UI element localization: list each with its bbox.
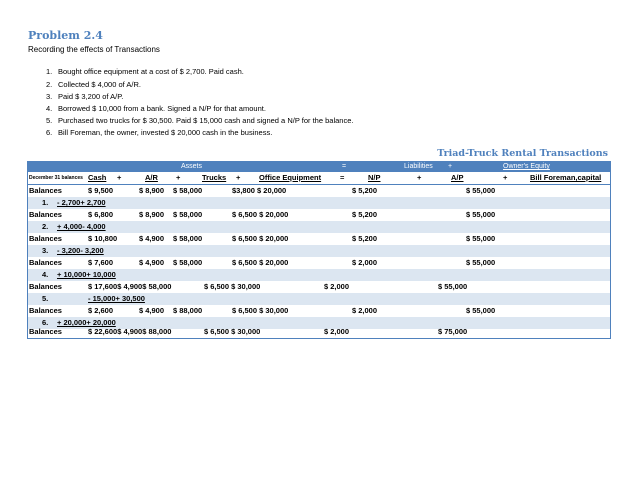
notes-payable-column-header: N/P — [368, 173, 381, 182]
transaction-entry: + 20,000+ 20,000 — [57, 318, 116, 327]
cash-ar-trucks-value: $ 22,600$ 4,900$ 88,000 — [88, 327, 172, 336]
transaction-item — [46, 67, 244, 76]
balance-row — [28, 326, 610, 338]
cash-value: $ 6,800 — [88, 210, 114, 219]
row-label: Balances — [29, 186, 62, 195]
transaction-item — [46, 104, 266, 113]
cash-column-header: Cash — [88, 173, 107, 182]
notes-payable-value: $ 5,200 — [352, 210, 378, 219]
cash-value: $ 10,800 — [88, 234, 118, 243]
notes-payable-value: $ 2,000 — [324, 282, 350, 291]
transaction-row — [28, 269, 610, 281]
row-label: 3. — [42, 246, 49, 255]
row-label: Balances — [29, 210, 62, 219]
capital-column-header: Bill Foreman,capital — [530, 173, 602, 182]
balance-row — [28, 185, 610, 197]
transaction-item — [46, 128, 272, 137]
plus-symbol: + — [176, 173, 181, 182]
trucks-value: $ 88,000 — [173, 306, 203, 315]
accounts-payable-value: $ 75,000 — [438, 327, 468, 336]
transaction-number: 1. — [46, 67, 53, 76]
notes-payable-value: $ 5,200 — [352, 234, 378, 243]
trucks-column-header: Trucks — [202, 173, 227, 182]
transaction-row — [28, 293, 610, 305]
accounts-payable-value: $ 55,000 — [438, 282, 468, 291]
transaction-entry: - 2,700+ 2,700 — [57, 198, 106, 207]
transaction-text: Bought office equipment at a cost of $ 2,700. Paid cash. — [58, 67, 244, 76]
accounts-payable-column-header: A/P — [451, 173, 464, 182]
transaction-ledger — [27, 161, 611, 339]
transaction-entry: - 3,200- 3,200 — [57, 246, 104, 255]
balance-row — [28, 233, 610, 245]
cash-value: $ 9,500 — [88, 186, 114, 195]
row-label: 6. — [42, 318, 49, 327]
transaction-entry: - 15,000+ 30,500 — [88, 294, 145, 303]
transaction-entry: + 10,000+ 10,000 — [57, 270, 116, 279]
balance-row — [28, 209, 610, 221]
accounts-payable-value: $ 55,000 — [466, 258, 496, 267]
row-label: 1. — [42, 198, 49, 207]
plus-header: + — [448, 163, 453, 170]
office-equipment-value: $ 6,500 $ 30,000 — [204, 327, 261, 336]
office-equipment-value: $ 6,500 $ 20,000 — [232, 210, 289, 219]
trucks-value: $ 58,000 — [173, 186, 203, 195]
liabilities-header: Liabilities — [404, 163, 433, 170]
notes-payable-value: $ 5,200 — [352, 186, 378, 195]
transaction-row — [28, 245, 610, 257]
plus-symbol: + — [503, 173, 508, 182]
assets-header: Assets — [181, 163, 203, 170]
company-title: Triad-Truck Rental Transactions — [437, 148, 608, 159]
office-equipment-column-header: Office Equipment — [259, 173, 322, 182]
transaction-text: Paid $ 3,200 of A/P. — [58, 92, 124, 101]
owners-equity-header: Owner's Equity — [503, 163, 550, 170]
transaction-text: Bill Foreman, the owner, invested $ 20,000 cash in the business. — [58, 128, 273, 137]
transaction-row — [28, 221, 610, 233]
transaction-number: 2. — [46, 80, 53, 89]
ar-value: $ 4,900 — [139, 306, 165, 315]
accounts-payable-value: $ 55,000 — [466, 306, 496, 315]
row-label: Balances — [29, 306, 62, 315]
transaction-item — [46, 92, 123, 101]
notes-payable-value: $ 2,000 — [352, 306, 378, 315]
office-equipment-value: $ 6,500 $ 20,000 — [232, 258, 289, 267]
balance-row — [28, 257, 610, 269]
cash-value: $ 2,600 — [88, 306, 114, 315]
trucks-value: $ 58,000 — [173, 210, 203, 219]
office-equipment-value: $ 6,500 $ 30,000 — [204, 282, 261, 291]
transaction-text: Collected $ 4,000 of A/R. — [58, 80, 141, 89]
column-header-row — [28, 172, 610, 185]
accounts-payable-value: $ 55,000 — [466, 210, 496, 219]
balance-row — [28, 305, 610, 317]
row-label: Balances — [29, 234, 62, 243]
office-equipment-value: $ 6,500 $ 30,000 — [232, 306, 289, 315]
transaction-number: 5. — [46, 116, 53, 125]
notes-payable-value: $ 2,000 — [352, 258, 378, 267]
plus-symbol: + — [117, 173, 122, 182]
notes-payable-value: $ 2,000 — [324, 327, 350, 336]
trucks-value: $ 58,000 — [173, 258, 203, 267]
date-column-header: December 31 balances — [29, 175, 83, 181]
ar-value: $ 4,900 — [139, 234, 165, 243]
problem-subtitle: Recording the effects of Transactions — [28, 45, 160, 54]
equals-symbol: = — [340, 173, 345, 182]
cash-ar-trucks-value: $ 17,600$ 4,900$ 58,000 — [88, 282, 172, 291]
problem-title: Problem 2.4 — [28, 29, 103, 42]
row-label: 5. — [42, 294, 49, 303]
transaction-item — [46, 116, 353, 125]
ledger-group-header — [28, 162, 610, 172]
plus-symbol: + — [417, 173, 422, 182]
transaction-number: 6. — [46, 128, 53, 137]
ar-value: $ 8,900 — [139, 210, 165, 219]
cash-value: $ 7,600 — [88, 258, 114, 267]
ar-column-header: A/R — [145, 173, 158, 182]
row-label: Balances — [29, 282, 62, 291]
transaction-text: Purchased two trucks for $ 30,500. Paid $ 15,000 cash and signed a N/P for the balance. — [58, 116, 354, 125]
transaction-entry: + 4,000- 4,000 — [57, 222, 106, 231]
transaction-text: Borrowed $ 10,000 from a bank. Signed a N/P for that amount. — [58, 104, 266, 113]
balance-row — [28, 281, 610, 293]
accounts-payable-value: $ 55,000 — [466, 234, 496, 243]
transaction-row — [28, 197, 610, 209]
row-label: 2. — [42, 222, 49, 231]
ar-value: $ 4,900 — [139, 258, 165, 267]
office-equipment-value: $ 6,500 $ 20,000 — [232, 234, 289, 243]
equals-header: = — [342, 163, 347, 170]
accounts-payable-value: $ 55,000 — [466, 186, 496, 195]
transaction-number: 3. — [46, 92, 53, 101]
row-label: Balances — [29, 327, 62, 336]
transaction-number: 4. — [46, 104, 53, 113]
office-equipment-value: $3,800 $ 20,000 — [232, 186, 287, 195]
row-label: 4. — [42, 270, 49, 279]
plus-symbol: + — [236, 173, 241, 182]
row-label: Balances — [29, 258, 62, 267]
ar-value: $ 8,900 — [139, 186, 165, 195]
transaction-item — [46, 80, 141, 89]
trucks-value: $ 58,000 — [173, 234, 203, 243]
